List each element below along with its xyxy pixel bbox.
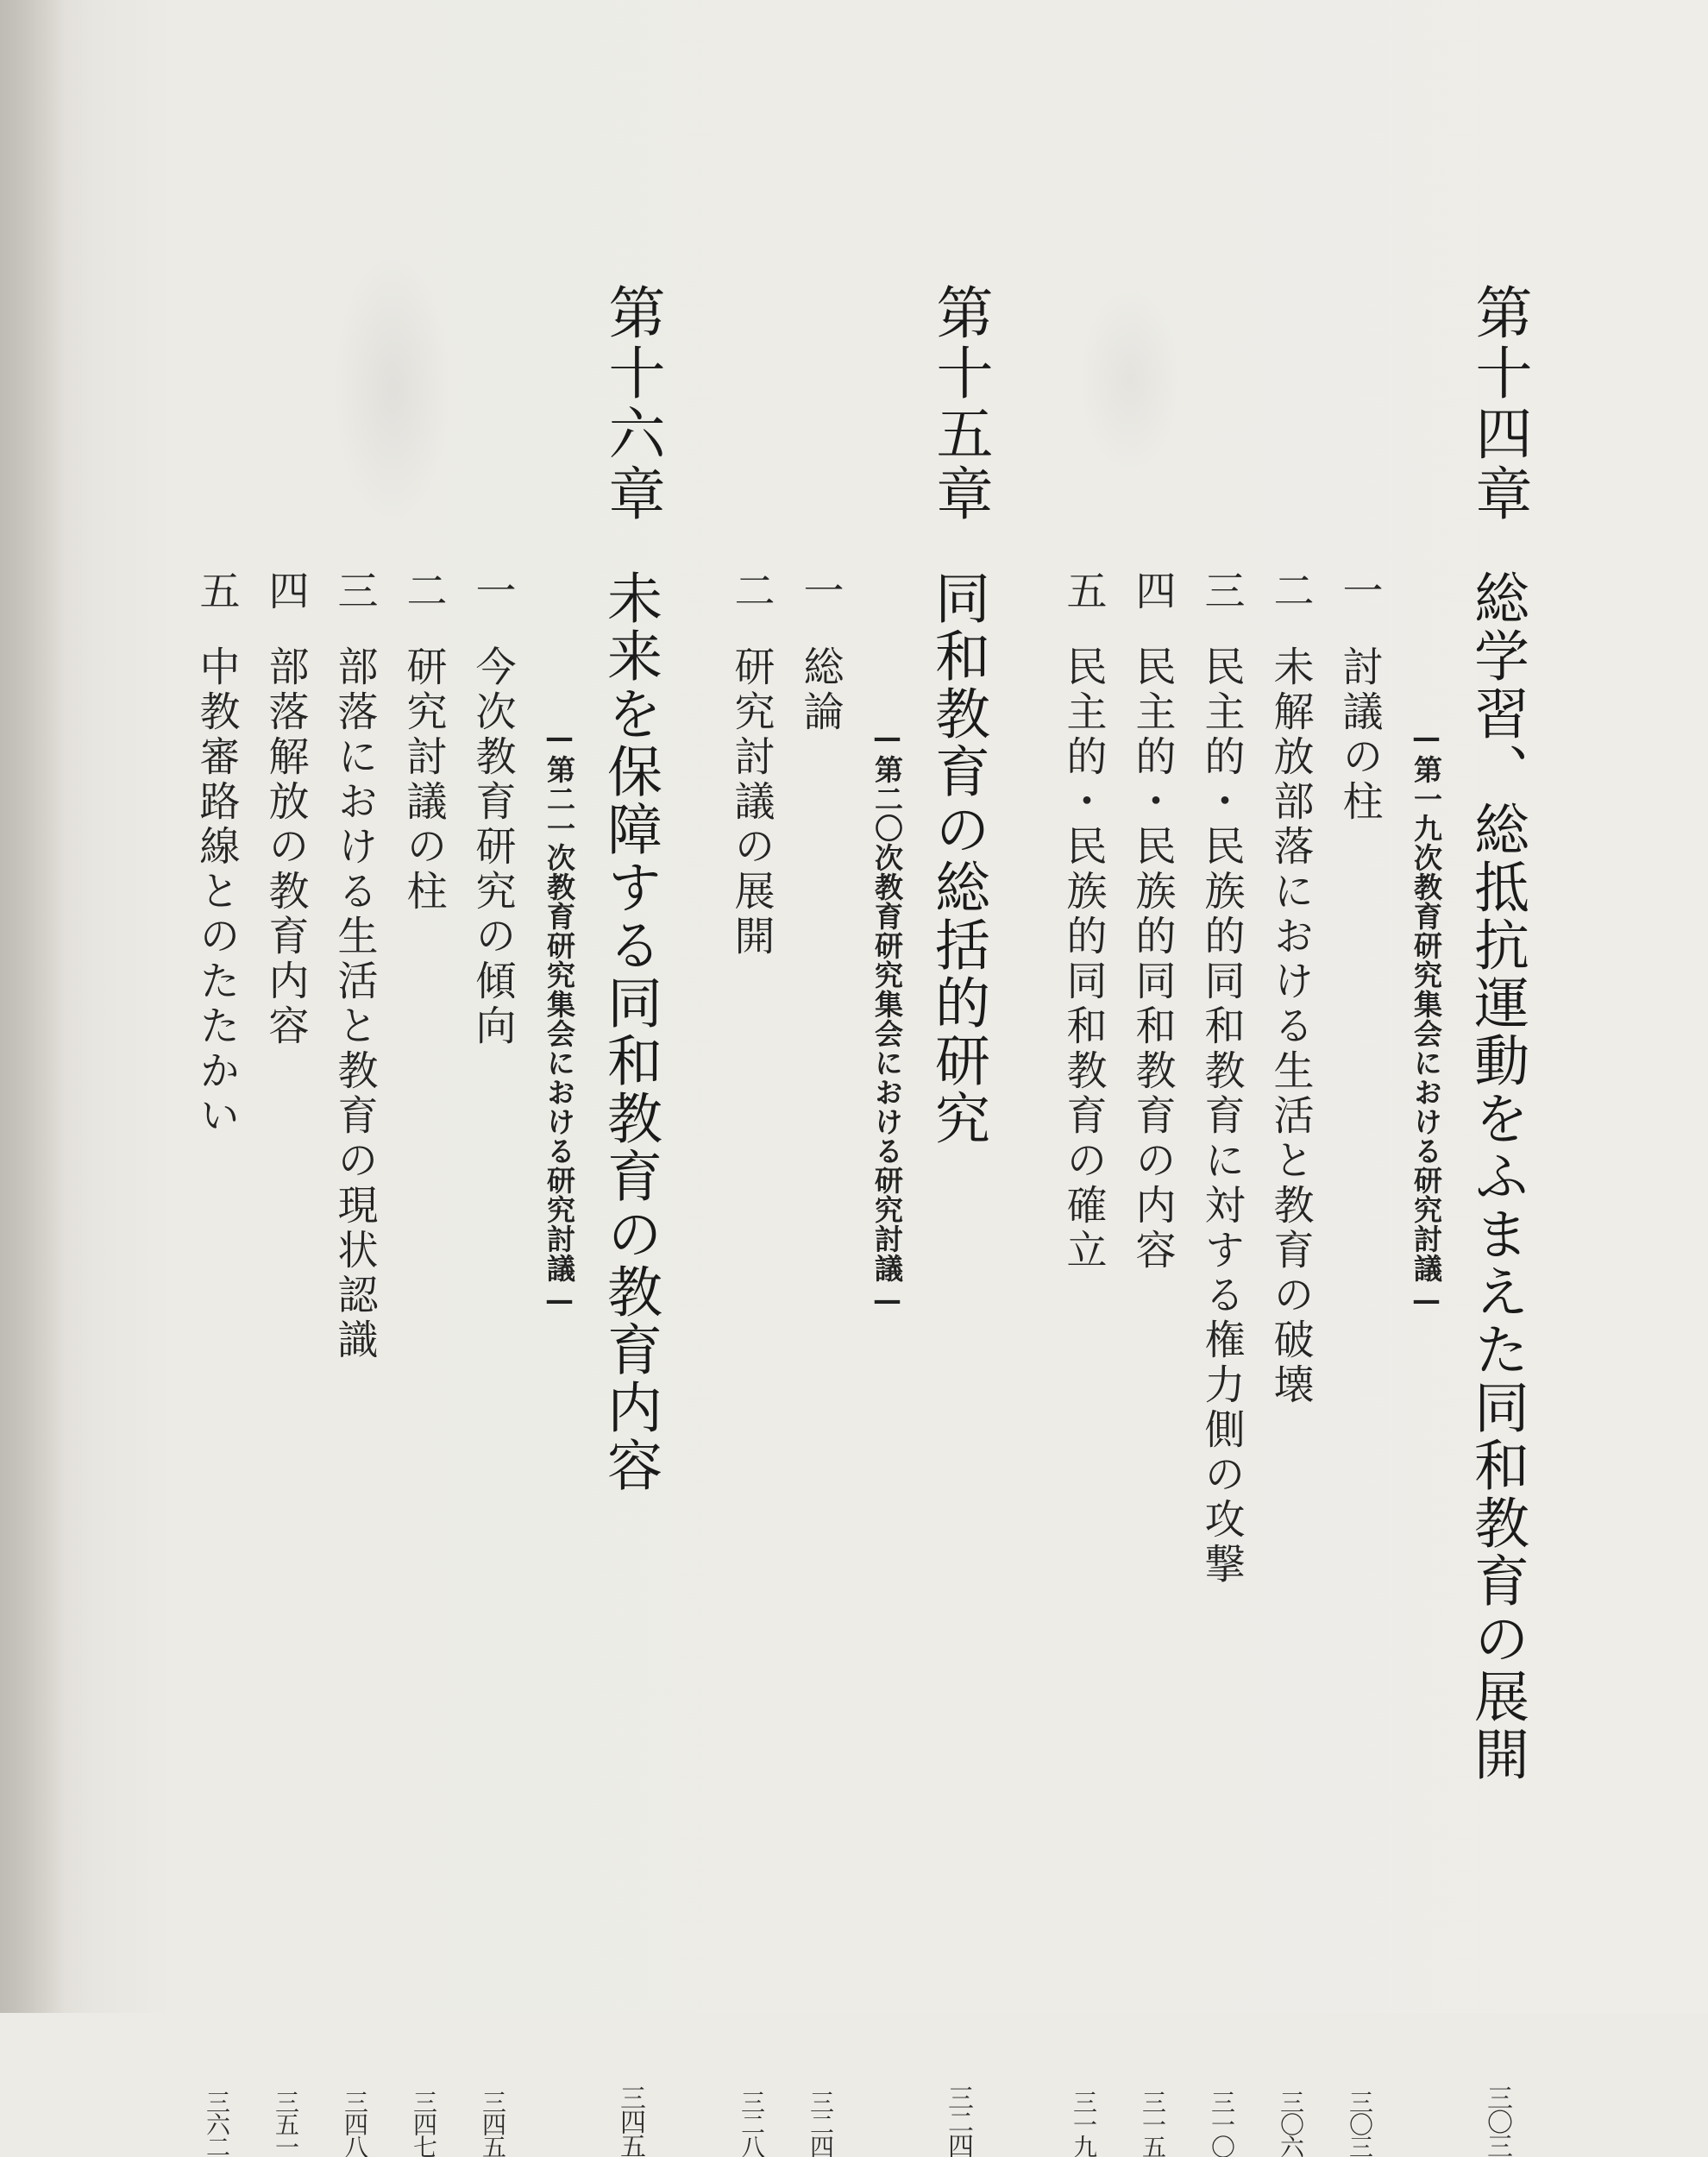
- section-number: 三: [330, 569, 379, 614]
- page-number: 三二四: [943, 2085, 973, 2157]
- page-number: 三〇三: [1482, 2085, 1512, 2157]
- section-title: 中教審路線とのたたかい: [192, 645, 241, 1139]
- chapter-title-row[interactable]: [600, 569, 660, 2157]
- section-number: 二: [1266, 569, 1315, 614]
- chapter-number-label: 第十六章: [599, 283, 665, 525]
- page-number: 三〇六: [1277, 2090, 1305, 2157]
- page-number: 三四五: [479, 2090, 507, 2157]
- toc-entry[interactable]: [1061, 569, 1106, 2157]
- toc-entry[interactable]: [1130, 569, 1175, 2157]
- section-title: 今次教育研究の傾向: [468, 645, 517, 1049]
- section-number: 一: [468, 569, 517, 614]
- page-number: 三一九: [1070, 2090, 1098, 2157]
- chapter-title-row[interactable]: [927, 569, 988, 2157]
- section-title: 民主的・民族的同和教育に対する権力側の攻撃: [1197, 645, 1246, 1588]
- chapter-number-label: 第十五章: [926, 283, 993, 525]
- section-number: 五: [1059, 569, 1108, 614]
- section-number: 四: [261, 569, 310, 614]
- section-number: 四: [1128, 569, 1177, 614]
- section-number: 二: [399, 569, 448, 614]
- page-number: 三一〇: [1208, 2090, 1236, 2157]
- page-number: 三一五: [1139, 2090, 1167, 2157]
- section-title: 部落における生活と教育の現状認識: [330, 645, 379, 1363]
- section-title: 研究討議の展開: [727, 645, 776, 959]
- section-number: 五: [192, 569, 241, 614]
- section-number: 一: [1335, 569, 1384, 614]
- chapter-subtitle: —第二一次教育研究集会における研究討議—: [543, 720, 576, 1317]
- section-title: 部落解放の教育内容: [261, 645, 310, 1049]
- page-number: 三六二: [203, 2090, 231, 2157]
- spine-shadow: [0, 0, 65, 2013]
- toc-entry[interactable]: [798, 569, 843, 2157]
- toc-entry[interactable]: [401, 569, 446, 2157]
- toc-entry[interactable]: [1268, 569, 1313, 2157]
- section-title: 民主的・民族的同和教育の確立: [1059, 645, 1108, 1273]
- section-title: 総論: [796, 645, 845, 735]
- section-title: 研究討議の柱: [399, 645, 448, 915]
- show-through-shadow: [332, 250, 453, 526]
- chapter-title-row[interactable]: [1466, 569, 1527, 2157]
- toc-entry[interactable]: [194, 569, 239, 2157]
- section-number: 一: [796, 569, 845, 614]
- section-title: 未解放部落における生活と教育の破壊: [1266, 645, 1315, 1408]
- toc-entry[interactable]: [332, 569, 377, 2157]
- page-number: 三〇三: [1346, 2090, 1374, 2157]
- chapter-title: 未来を保障する同和教育の教育内容: [598, 569, 662, 1494]
- show-through-shadow: [1078, 285, 1182, 475]
- page-number: 三五一: [272, 2090, 300, 2157]
- page-number: 三二四: [807, 2090, 835, 2157]
- chapter-title: 同和教育の総括的研究: [926, 569, 989, 1148]
- section-title: 討議の柱: [1335, 645, 1384, 825]
- page-number: 三四七: [410, 2090, 438, 2157]
- section-title: 民主的・民族的同和教育の内容: [1128, 645, 1177, 1273]
- page-number: 三四五: [615, 2085, 645, 2157]
- toc-entry[interactable]: [1337, 569, 1382, 2157]
- chapter-subtitle: —第一九次教育研究集会における研究討議—: [1410, 720, 1443, 1317]
- section-number: 二: [727, 569, 776, 614]
- chapter-title: 総学習、総抵抗運動をふまえた同和教育の展開: [1465, 569, 1529, 1783]
- toc-entry[interactable]: [729, 569, 774, 2157]
- section-number: 三: [1197, 569, 1246, 614]
- toc-entry[interactable]: [1199, 569, 1244, 2157]
- page-number: 三二八: [738, 2090, 766, 2157]
- toc-entry[interactable]: [263, 569, 308, 2157]
- page-number: 三四八: [341, 2090, 369, 2157]
- chapter-number-label: 第十四章: [1466, 283, 1532, 525]
- toc-entry[interactable]: [470, 569, 515, 2157]
- chapter-subtitle: —第二〇次教育研究集会における研究討議—: [870, 720, 904, 1317]
